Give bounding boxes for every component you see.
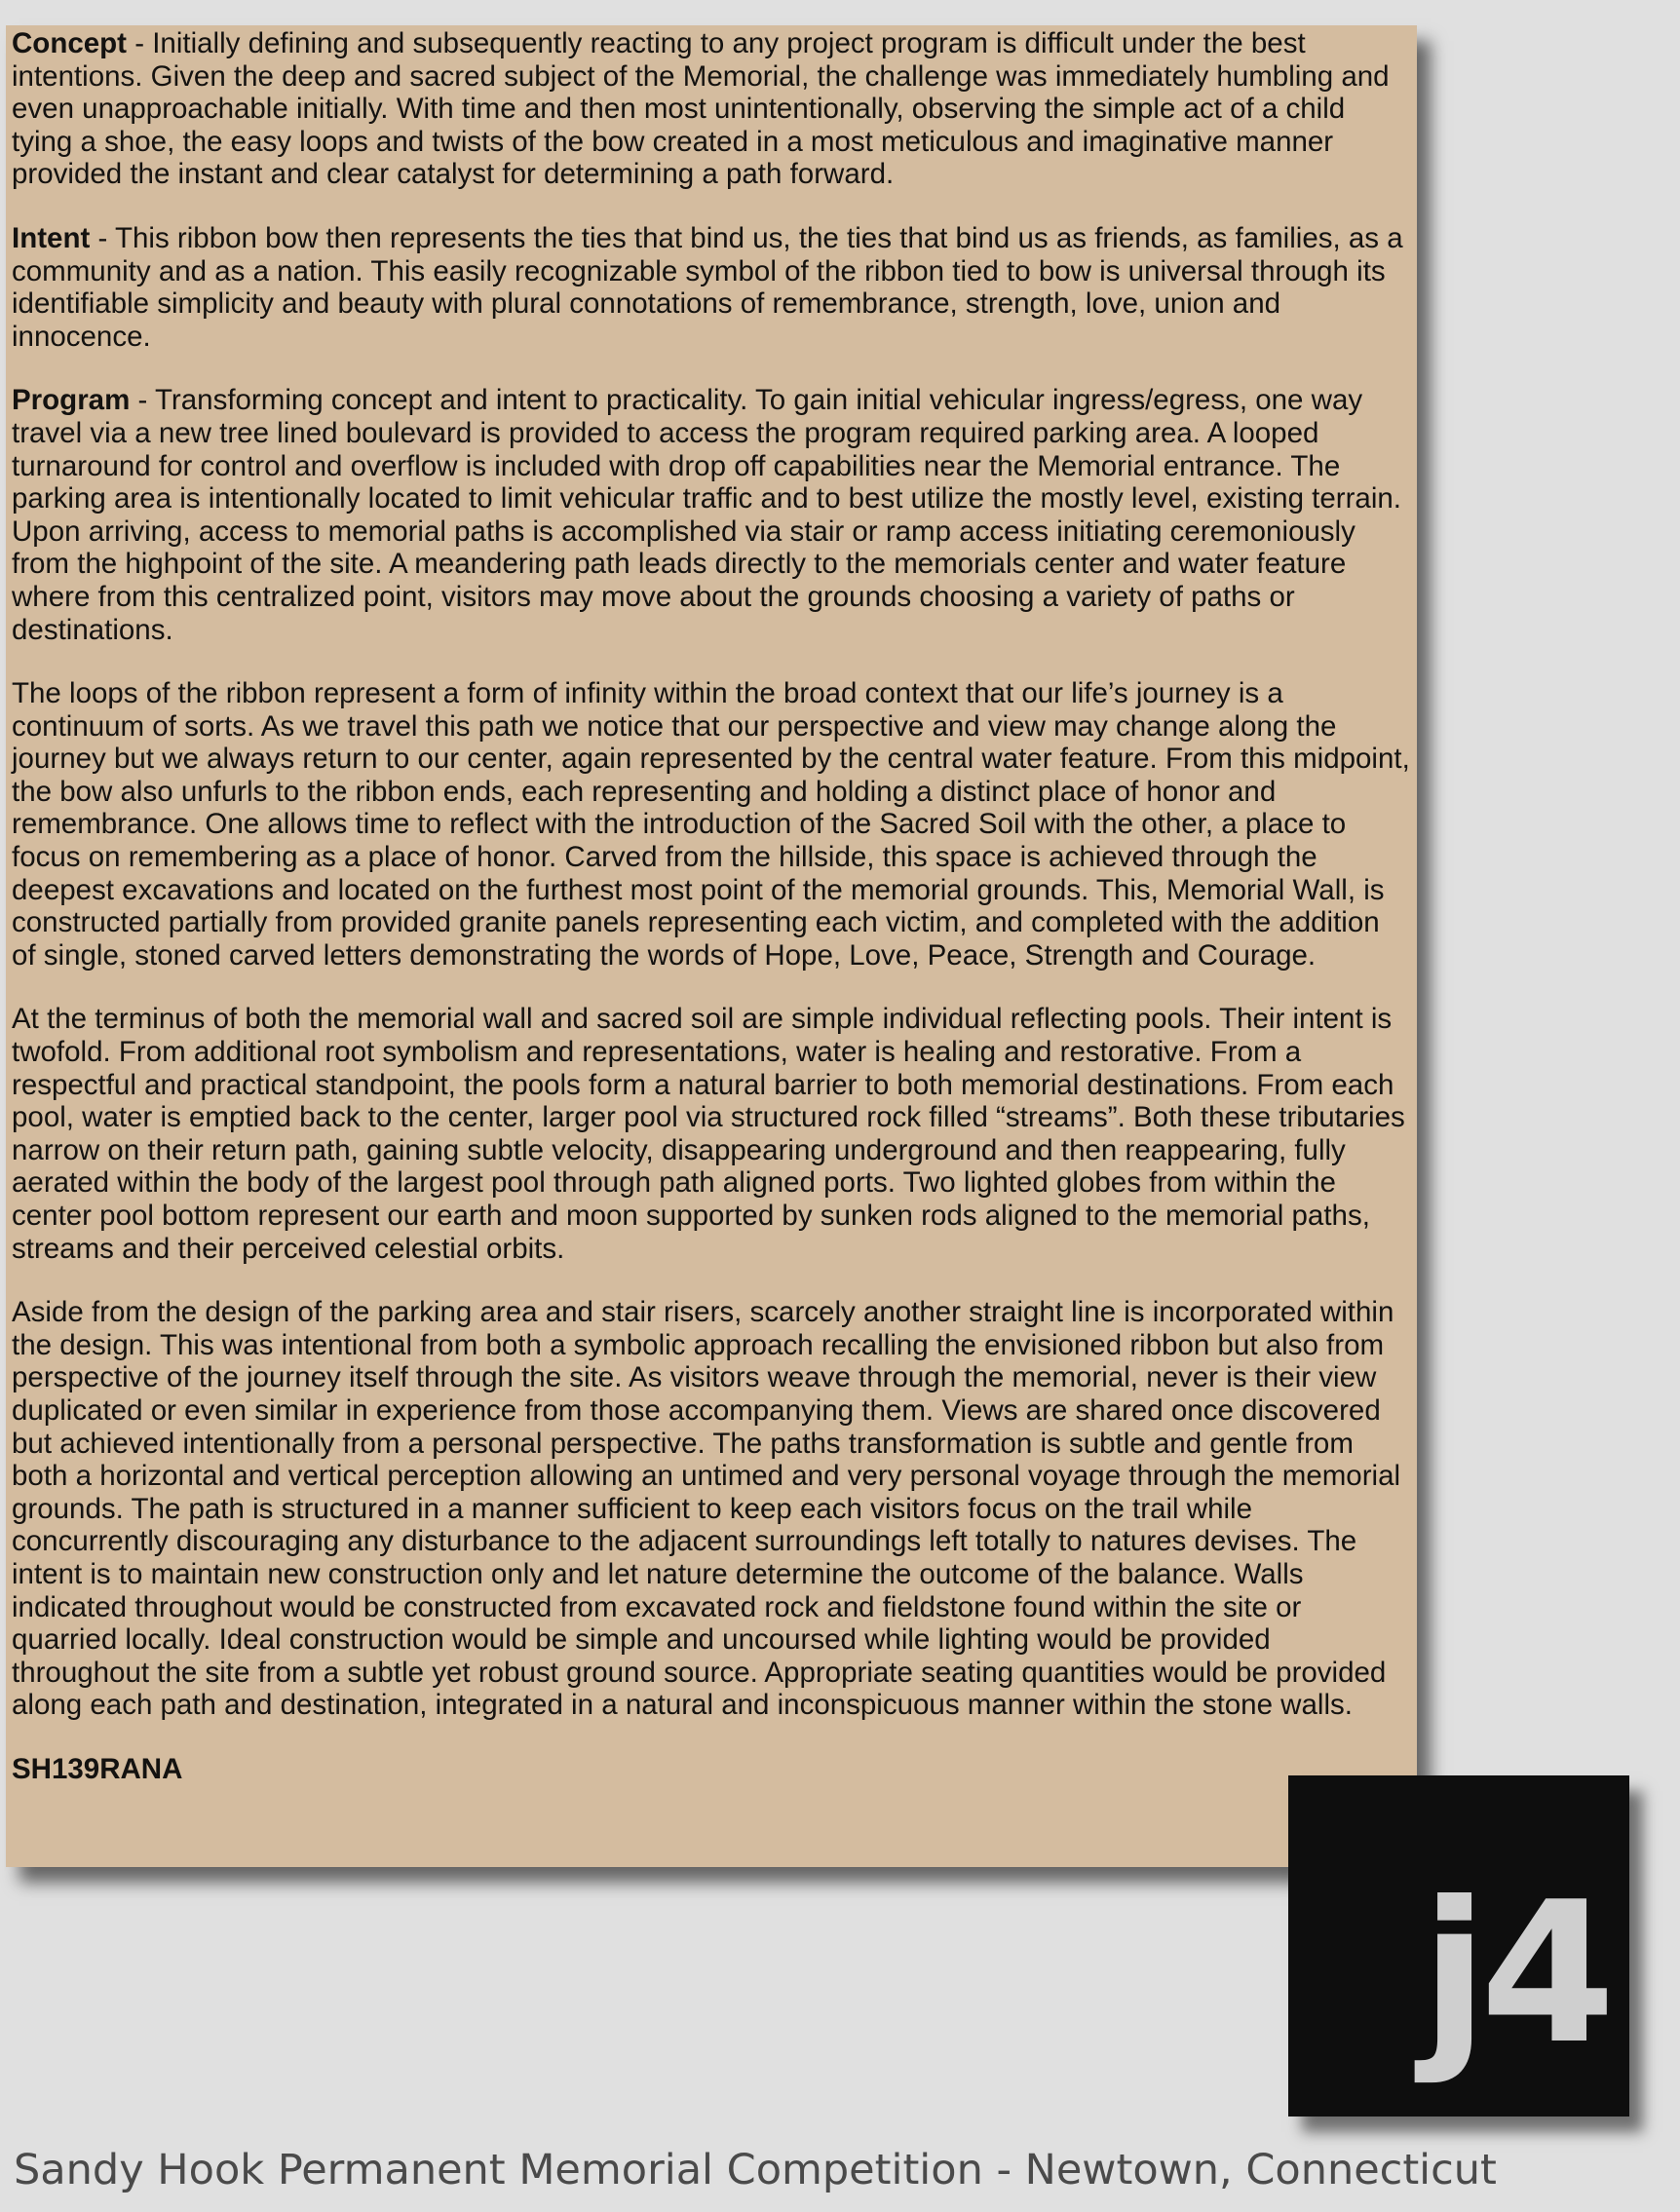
paragraph-text: At the terminus of both the memorial wall and sacred soil are simple individual reflecting pools. Their intent is twofold. From additional root symbolism and representations, water is healing and restorative. From a respectful and practical standpoint, the pools form a natural barrier to both memorial destinations. From each pool, water is emptied back to the center, larger pool via structured rock filled “streams”. Both these tributaries narrow on their return path, gaining subtle velocity, disappearing underground and then reappearing, fully aerated within the body of the largest pool through path aligned ports. Two lighted globes from within the center pool bottom represent our earth and moon supported by sunken rods aligned to the memorial paths, streams and their perceived celestial orbits.: [12, 1003, 1405, 1265]
paragraph-text: The loops of the ribbon represent a form of infinity within the broad context that our life’s journey is a continuum of sorts. As we travel this path we notice that our perspective and view may change along the journey but we always return to our center, again represented by the central water feature. From this midpoint, the bow also unfurls to the ribbon ends, each representing and holding a distinct place of honor and remembrance. One allows time to reflect with the introduction of the Sacred Soil with the other, a place to focus on remembering as a place of honor. Carved from the hillside, this space is achieved through the deepest excavations and located on the furthest most point of the memorial grounds. This, Memorial Wall, is constructed partially from provided granite panels representing each victim, and completed with the addition of single, stoned carved letters demonstrating the words of Hope, Love, Peace, Strength and Courage.: [12, 677, 1410, 972]
paragraph-heading: Program: [12, 384, 131, 417]
paragraph-program: [12, 384, 1411, 646]
paragraph-text: - Transforming concept and intent to practicality. To gain initial vehicular ingress/egress, one way travel via a new tree lined boulevard is provided to access the program required parking area. A looped turnaround for control and overflow is included with drop off capabilities near the Memorial entrance. The parking area is intentionally located to limit vehicular traffic and to best utilize the mostly level, existing terrain. Upon arriving, access to memorial paths is accomplished via stair or ramp access initiating ceremoniously from the highpoint of the site. A meandering path leads directly to the memorials center and water feature where from this centralized point, visitors may move about the grounds choosing a variety of paths or destinations.: [12, 384, 1401, 646]
paragraph-heading: Intent: [12, 221, 91, 254]
paragraph-reflecting-pools: [12, 1003, 1411, 1265]
paragraph-text: - Initially defining and subsequently reacting to any project program is difficult under the best intentions. Given the deep and sacred subject of the Memorial, the challenge was immediately humbling and even unapproachable initially. With time and then most unintentionally, observing the simple act of a child tying a shoe, the easy loops and twists of the bow created in a most meticulous and imaginative manner provided the instant and clear catalyst for determining a path forward.: [12, 27, 1390, 191]
paragraph-text: - This ribbon bow then represents the ties that bind us, the ties that bind us as friends, as families, as a community and as a nation. This easily recognizable symbol of the ribbon tied to bow is universal through its identifiable simplicity and beauty with plural connotations of remembrance, strength, love, union and innocence.: [12, 221, 1403, 353]
paragraph-text: Aside from the design of the parking area and stair risers, scarcely another straight line is incorporated within the design. This was intentional from both a symbolic approach recalling the envisioned ribbon but also from perspective of the journey itself through the site. As visitors weave through the memorial, never is their view duplicated or even similar in experience from those accompanying them. Views are shared once discovered but achieved intentionally from a personal perspective. The paths transformation is subtle and gentle from both a horizontal and vertical perception allowing an untimed and very personal voyage through the memorial grounds. The path is structured in a manner sufficient to keep each visitors focus on the trail while concurrently discouraging any disturbance to the adjacent surroundings left totally to natures devises. The intent is to maintain new construction only and let nature determine the outcome of the balance. Walls indicated throughout would be constructed from excavated rock and fieldstone found within the site or quarried locally. Ideal construction would be simple and uncoursed while lighting would be provided throughout the site from a subtle yet robust ground source. Appropriate seating quantities would be provided along each path and destination, integrated in a natural and inconspicuous manner within the stone walls.: [12, 1296, 1401, 1722]
paragraph-intent: [12, 222, 1411, 353]
description-panel: [6, 25, 1417, 1867]
paragraph-ribbon-loops: [12, 677, 1411, 972]
competition-caption: Sandy Hook Permanent Memorial Competition - Newtown, Connecticut: [14, 2146, 1497, 2194]
paragraph-heading: Concept: [12, 27, 127, 59]
paragraph-design-lines: [12, 1296, 1411, 1722]
board-logo-text: j4: [1421, 1860, 1608, 2087]
paragraph-concept: [12, 27, 1411, 191]
entry-code: SH139RANA: [12, 1752, 183, 1785]
board-logo: [1288, 1775, 1629, 2117]
